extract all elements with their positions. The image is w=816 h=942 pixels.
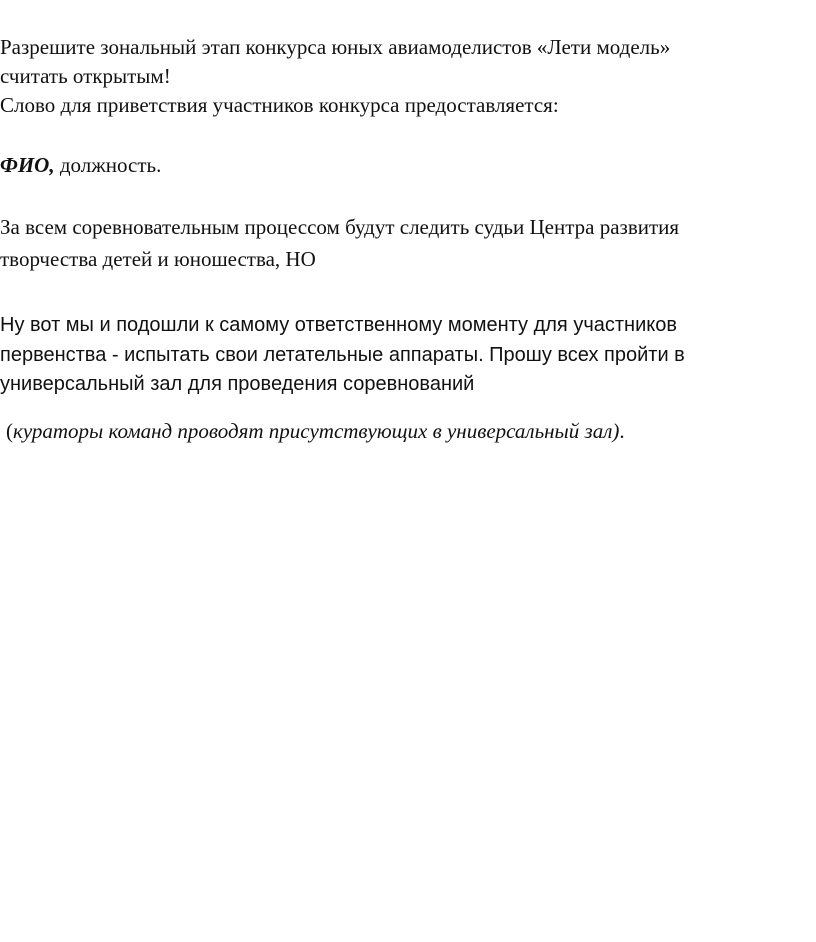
- stage-direction: [6, 417, 625, 445]
- paragraph-invite-line-1: Ну вот мы и подошли к самому ответственному моменту для участников: [0, 314, 677, 336]
- stage-direction-text: кураторы команд проводят присутствующих в универсальный зал): [13, 419, 620, 443]
- stage-direction-open: (: [6, 419, 13, 443]
- speaker-position: должность.: [54, 153, 162, 177]
- speaker-name: ФИО,: [0, 153, 55, 177]
- paragraph-invite-line-2: первенства - испытать свои летательные аппараты. Прошу всех пройти в: [0, 344, 685, 366]
- speaker-line: [0, 151, 161, 179]
- paragraph-opening-line-2: считать открытым!: [0, 64, 171, 88]
- stage-direction-close: .: [619, 419, 625, 443]
- paragraph-judges-line-2: творчества детей и юношества, НО: [0, 247, 316, 271]
- paragraph-judges-line-1: За всем соревновательным процессом будут следить судьи Центра развития: [0, 215, 680, 239]
- paragraph-opening-line-1: Разрешите зональный этап конкурса юных авиамоделистов «Лети модель»: [0, 35, 671, 59]
- paragraph-opening-line-3: Слово для приветствия участников конкурса предоставляется:: [0, 93, 559, 117]
- paragraph-invite-line-3: универсальный зал для проведения соревнований: [0, 373, 475, 395]
